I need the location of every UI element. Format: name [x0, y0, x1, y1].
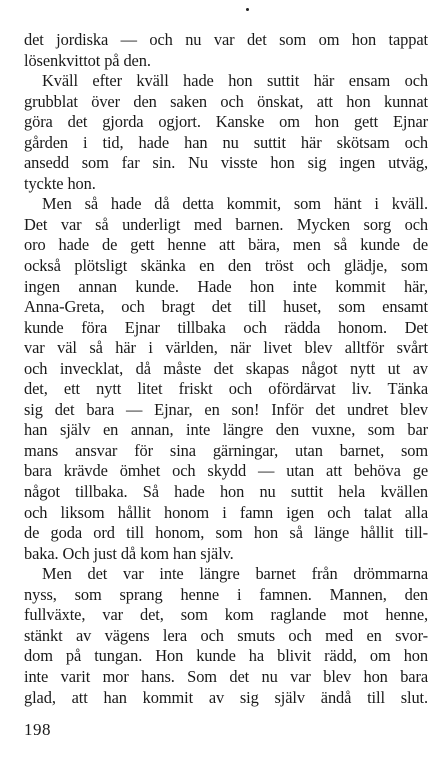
text-line: mans ansvar för sina gärningar, utan barnet, som	[24, 440, 428, 460]
text-line: fullväxte, var det, som kom raglande mot henne,	[24, 605, 428, 625]
text-line: och invecklat, då måste det skapas något nytt ut av	[24, 358, 428, 378]
text-line: ansedd som far sin. Nu visste hon sig ingen utväg,	[24, 153, 428, 173]
text-line: dom på tungan. Hon kunde ha blivit rädd, om hon	[24, 646, 428, 666]
text-line: Anna-Greta, och bragt det till huset, som ensamt	[24, 297, 428, 317]
text-line: också plötsligt skänka en den tröst och glädje, som	[24, 256, 428, 276]
text-line: glad, att han kommit av sig själv ändå till slut.	[24, 687, 428, 707]
text-line: ingen annan kunde. Hade hon inte kommit här,	[24, 276, 428, 296]
text-line: inte varit mor hans. Som det nu var blev hon bara	[24, 666, 428, 686]
text-line: stänkt av vägens lera och smuts och med en svor-	[24, 625, 428, 645]
text-line: bara krävde ömhet och skydd — utan att behöva ge	[24, 461, 428, 481]
text-line: baka. Och just då kom han själv.	[24, 543, 234, 563]
body-text	[24, 30, 428, 708]
text-line: Men så hade då detta kommit, som hänt i kväll.	[42, 194, 428, 214]
text-line: var väl så här i världen, när livet blev alltför svårt	[24, 338, 428, 358]
text-line: Men det var inte längre barnet från drömmarna	[42, 564, 428, 584]
text-line: sig det bara — Ejnar, en son! Inför det undret blev	[24, 399, 428, 419]
text-line: kunde föra Ejnar tillbaka och rädda honom. Det	[24, 317, 428, 337]
text-line: Det var så underligt med barnen. Mycken sorg och	[24, 214, 428, 234]
text-line: Kväll efter kväll hade hon suttit här ensam och	[42, 71, 428, 91]
text-line: tyckte hon.	[24, 173, 96, 193]
text-line: göra det gjorda ogjort. Kanske om hon gett Ejnar	[24, 112, 428, 132]
text-line: nyss, som sprang henne i famnen. Mannen, den	[24, 584, 428, 604]
text-line: något tillbaka. Så hade hon nu suttit hela kvällen	[24, 482, 428, 502]
text-line: och liksom hållit honom i famn igen och talat alla	[24, 502, 428, 522]
text-line: de goda ord till honom, som hon så länge hållit till-	[24, 523, 428, 543]
ink-dot	[246, 8, 249, 11]
text-line: det, ett nytt litet friskt och ofördärvat liv. Tänka	[24, 379, 428, 399]
text-line: lösenkvittot på den.	[24, 50, 151, 70]
text-line: han själv en annan, inte längre den vuxne, som bar	[24, 420, 428, 440]
page-number: 198	[24, 720, 51, 739]
text-line: grubblat över den saken och önskat, att hon kunnat	[24, 91, 428, 111]
text-line: oro hade de gett henne att bära, men så kunde de	[24, 235, 428, 255]
text-line: det jordiska — och nu var det som om hon tappat	[24, 30, 428, 49]
text-line: gården i tid, hade han nu suttit här skötsam och	[24, 132, 428, 152]
